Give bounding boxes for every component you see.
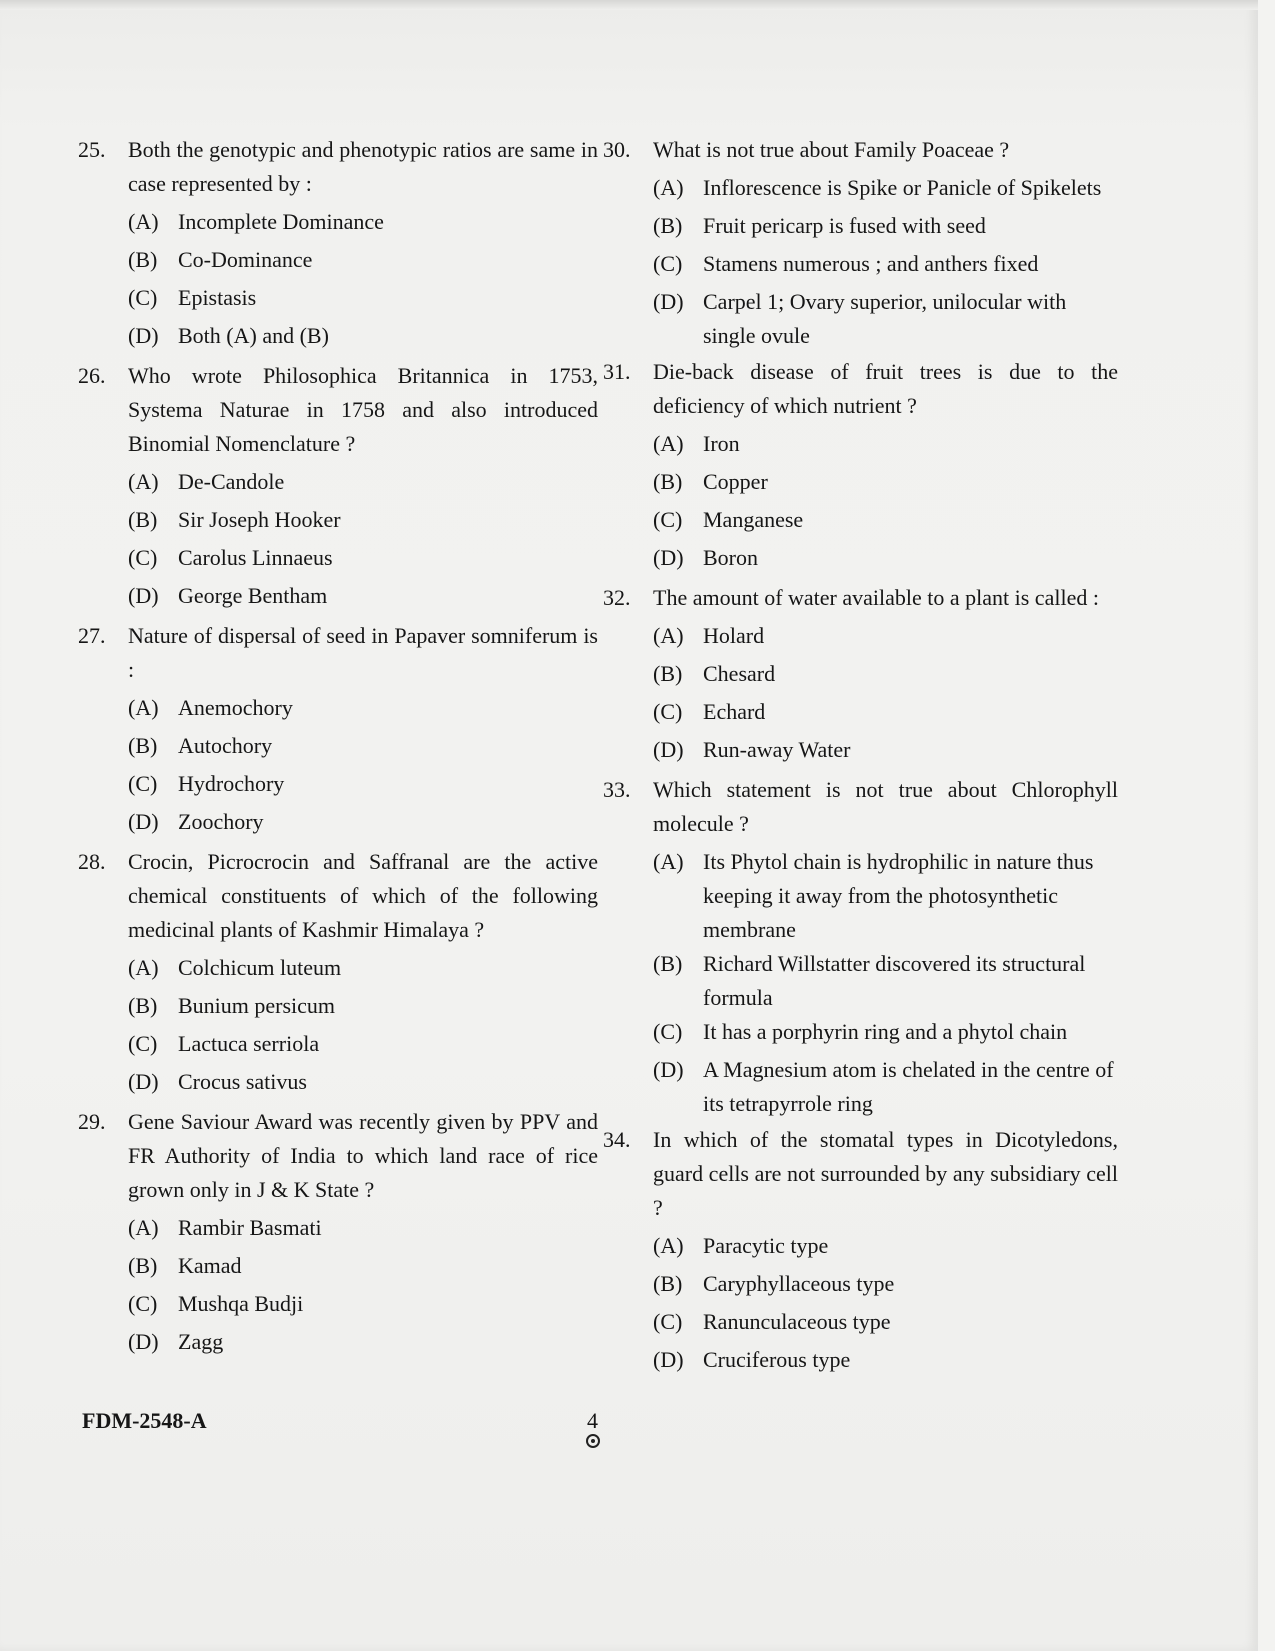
- option-label: (A): [653, 431, 684, 456]
- option-list: [653, 171, 1118, 353]
- question-number: 30.: [603, 137, 631, 162]
- option-label: (B): [128, 507, 158, 532]
- option-label: (A): [128, 955, 159, 980]
- answer-option: [653, 1305, 1118, 1343]
- option-list: [653, 427, 1118, 579]
- answer-option: [128, 805, 598, 843]
- option-text: Cruciferous type: [703, 1347, 851, 1372]
- option-text: Anemochory: [178, 695, 293, 720]
- option-label: (A): [128, 1215, 159, 1240]
- option-text: Chesard: [703, 661, 776, 686]
- option-text: Caryphyllaceous type: [703, 1271, 895, 1296]
- question-number: 31.: [603, 359, 631, 384]
- option-text: Lactuca serriola: [178, 1031, 320, 1056]
- option-label: (C): [128, 1291, 158, 1316]
- option-label: (D): [653, 1347, 684, 1372]
- option-text: Epistasis: [178, 285, 257, 310]
- option-text: Manganese: [703, 507, 804, 532]
- answer-option: [128, 989, 598, 1027]
- option-text: De-Candole: [178, 469, 285, 494]
- answer-option: [128, 1027, 598, 1065]
- question: [78, 359, 598, 617]
- answer-option: [653, 1053, 1118, 1121]
- option-text: Colchicum luteum: [178, 955, 342, 980]
- left-column: [78, 133, 598, 1363]
- answer-option: [653, 171, 1118, 209]
- option-label: (C): [653, 507, 683, 532]
- option-label: (B): [653, 213, 683, 238]
- option-label: (C): [653, 251, 683, 276]
- option-label: (B): [128, 993, 158, 1018]
- option-label: (C): [128, 771, 158, 796]
- option-text: Fruit pericarp is fused with seed: [703, 213, 986, 238]
- option-label: (C): [653, 1309, 683, 1334]
- option-label: (A): [128, 209, 159, 234]
- question: [78, 133, 598, 357]
- option-list: [653, 619, 1118, 771]
- answer-option: [653, 695, 1118, 733]
- option-label: (B): [653, 469, 683, 494]
- answer-option: [128, 1287, 598, 1325]
- answer-option: [653, 285, 1118, 353]
- answer-option: [653, 1343, 1118, 1381]
- question-stem: Die-back disease of fruit trees is due to the deficiency of which nutrient ?: [653, 359, 1118, 418]
- option-text: Zoochory: [178, 809, 264, 834]
- page-number: 4: [587, 1408, 598, 1433]
- page-top-edge: [0, 0, 1258, 10]
- option-text: Carpel 1; Ovary superior, unilocular with single ovule: [703, 289, 1067, 348]
- option-text: Holard: [703, 623, 765, 648]
- option-label: (C): [653, 1019, 683, 1044]
- option-label: (D): [128, 583, 159, 608]
- answer-option: [653, 465, 1118, 503]
- registration-mark-icon: [586, 1434, 600, 1448]
- option-text: Kamad: [178, 1253, 242, 1278]
- option-list: [128, 205, 598, 357]
- answer-option: [128, 1325, 598, 1363]
- right-column: [603, 133, 1118, 1381]
- option-list: [128, 951, 598, 1103]
- option-text: A Magnesium atom is chelated in the centre of its tetrapyrrole ring: [703, 1057, 1114, 1116]
- answer-option: [128, 951, 598, 989]
- answer-option: [128, 691, 598, 729]
- answer-option: [653, 1267, 1118, 1305]
- question-stem: Crocin, Picrocrocin and Saffranal are the active chemical constituents of which of the following medicinal plants of Kashmir Himalaya ?: [128, 849, 598, 942]
- option-label: (A): [653, 849, 684, 874]
- option-text: Autochory: [178, 733, 273, 758]
- answer-option: [653, 947, 1118, 1015]
- question-number: 25.: [78, 137, 106, 162]
- option-text: Crocus sativus: [178, 1069, 307, 1094]
- answer-option: [653, 1229, 1118, 1267]
- question-number: 29.: [78, 1109, 106, 1134]
- option-text: Copper: [703, 469, 768, 494]
- option-label: (A): [653, 623, 684, 648]
- option-list: [653, 845, 1118, 1121]
- question-number: 28.: [78, 849, 106, 874]
- answer-option: [653, 1015, 1118, 1053]
- answer-option: [128, 767, 598, 805]
- answer-option: [653, 657, 1118, 695]
- question-stem: Who wrote Philosophica Britannica in 1753, Systema Naturae in 1758 and also introduced Binomial Nomenclature ?: [128, 363, 598, 456]
- answer-option: [653, 733, 1118, 771]
- option-text: Run-away Water: [703, 737, 851, 762]
- option-text: Stamens numerous ; and anthers fixed: [703, 251, 1039, 276]
- answer-option: [128, 319, 598, 357]
- option-text: Echard: [703, 699, 766, 724]
- answer-option: [128, 503, 598, 541]
- option-text: Zagg: [178, 1329, 224, 1354]
- question-number: 34.: [603, 1127, 631, 1152]
- option-label: (A): [128, 695, 159, 720]
- option-label: (D): [128, 809, 159, 834]
- answer-option: [128, 465, 598, 503]
- option-label: (A): [653, 175, 684, 200]
- answer-option: [653, 845, 1118, 947]
- question-stem: Nature of dispersal of seed in Papaver somniferum is :: [128, 623, 598, 682]
- option-label: (C): [128, 1031, 158, 1056]
- option-text: George Bentham: [178, 583, 328, 608]
- question-stem: What is not true about Family Poaceae ?: [653, 137, 1010, 162]
- option-label: (D): [653, 289, 684, 314]
- answer-option: [653, 503, 1118, 541]
- option-label: (B): [653, 661, 683, 686]
- question-stem: In which of the stomatal types in Dicotyledons, guard cells are not surrounded by any subsidiary cell ?: [653, 1127, 1118, 1220]
- option-text: Its Phytol chain is hydrophilic in nature thus keeping it away from the photosynthetic membrane: [703, 849, 1094, 942]
- question: [603, 1123, 1118, 1381]
- answer-option: [128, 205, 598, 243]
- option-list: [128, 691, 598, 843]
- question-number: 27.: [78, 623, 106, 648]
- option-text: Mushqa Budji: [178, 1291, 304, 1316]
- answer-option: [128, 243, 598, 281]
- option-list: [653, 1229, 1118, 1381]
- question: [603, 773, 1118, 1121]
- answer-option: [128, 541, 598, 579]
- option-label: (B): [128, 1253, 158, 1278]
- option-text: Bunium persicum: [178, 993, 336, 1018]
- option-text: Inflorescence is Spike or Panicle of Spikelets: [703, 175, 1102, 200]
- option-list: [128, 465, 598, 617]
- option-text: Iron: [703, 431, 740, 456]
- option-text: Co-Dominance: [178, 247, 313, 272]
- question: [78, 845, 598, 1103]
- paper-code: FDM-2548-A: [82, 1408, 207, 1433]
- option-text: Paracytic type: [703, 1233, 829, 1258]
- option-label: (D): [653, 1057, 684, 1082]
- option-label: (D): [128, 1329, 159, 1354]
- answer-option: [653, 209, 1118, 247]
- question: [603, 133, 1118, 353]
- question-stem: The amount of water available to a plant is called :: [653, 585, 1099, 610]
- question-stem: Both the genotypic and phenotypic ratios are same in case represented by :: [128, 137, 598, 196]
- option-text: Richard Willstatter discovered its structural formula: [703, 951, 1086, 1010]
- question-number: 26.: [78, 363, 106, 388]
- option-label: (C): [653, 699, 683, 724]
- option-label: (C): [128, 285, 158, 310]
- option-label: (A): [653, 1233, 684, 1258]
- option-label: (B): [653, 951, 683, 976]
- question-stem: Which statement is not true about Chlorophyll molecule ?: [653, 777, 1118, 836]
- option-text: Ranunculaceous type: [703, 1309, 891, 1334]
- option-text: Carolus Linnaeus: [178, 545, 333, 570]
- question: [78, 619, 598, 843]
- option-text: Both (A) and (B): [178, 323, 329, 348]
- option-label: (D): [653, 737, 684, 762]
- option-label: (D): [653, 545, 684, 570]
- answer-option: [653, 247, 1118, 285]
- option-list: [128, 1211, 598, 1363]
- option-text: Incomplete Dominance: [178, 209, 384, 234]
- answer-option: [128, 729, 598, 767]
- question: [603, 581, 1118, 771]
- answer-option: [128, 1065, 598, 1103]
- question-stem: Gene Saviour Award was recently given by PPV and FR Authority of India to which land race of rice grown only in J & K State ?: [128, 1109, 598, 1202]
- option-label: (A): [128, 469, 159, 494]
- answer-option: [128, 1249, 598, 1287]
- option-text: It has a porphyrin ring and a phytol chain: [703, 1019, 1068, 1044]
- answer-option: [128, 281, 598, 319]
- answer-option: [653, 427, 1118, 465]
- option-label: (D): [128, 1069, 159, 1094]
- answer-option: [653, 619, 1118, 657]
- question-number: 33.: [603, 777, 631, 802]
- answer-option: [128, 579, 598, 617]
- option-text: Hydrochory: [178, 771, 285, 796]
- question-number: 32.: [603, 585, 631, 610]
- option-text: Boron: [703, 545, 758, 570]
- option-text: Sir Joseph Hooker: [178, 507, 341, 532]
- option-label: (B): [128, 733, 158, 758]
- question: [78, 1105, 598, 1363]
- option-label: (D): [128, 323, 159, 348]
- option-label: (C): [128, 545, 158, 570]
- answer-option: [128, 1211, 598, 1249]
- option-label: (B): [653, 1271, 683, 1296]
- option-label: (B): [128, 247, 158, 272]
- option-text: Rambir Basmati: [178, 1215, 322, 1240]
- answer-option: [653, 541, 1118, 579]
- question: [603, 355, 1118, 579]
